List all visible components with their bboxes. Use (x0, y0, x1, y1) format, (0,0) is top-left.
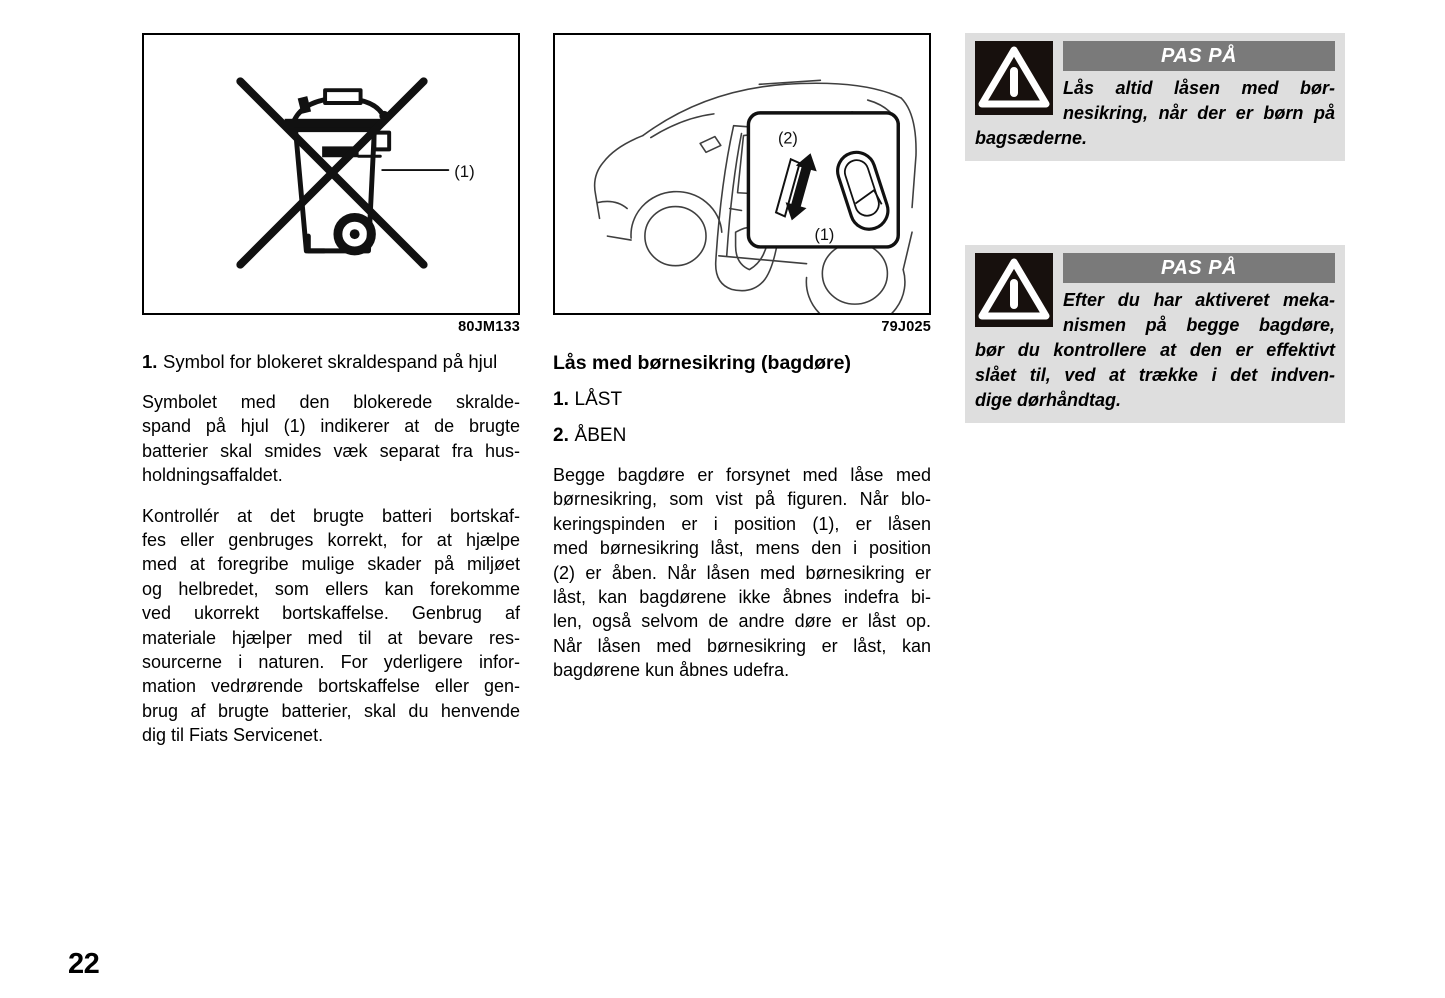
caption-text: Symbol for blokeret skraldespand på hjul (162, 351, 498, 372)
text-line: len, også selvom de andre døre er låst op. (553, 611, 931, 632)
text-line: batterier skal smides væk separat fra hus- (142, 440, 520, 461)
lock-item-1 (553, 388, 931, 412)
text-line: bagdørene kun åbnes udefra. (553, 660, 790, 681)
figure-callout-2: (2) (777, 129, 798, 148)
item-number: 2. (553, 425, 569, 446)
text-line: bør du kontrollere at den er effektivt (975, 340, 1335, 360)
text-line: Når låsen med børnesikring er låst, kan (553, 635, 931, 656)
warning-triangle-icon (975, 41, 1053, 115)
battery-disposal-figure-frame (142, 33, 520, 315)
warning-title: PAS PÅ (1063, 41, 1335, 71)
text-line: nismen på begge bagdøre, (1063, 315, 1335, 335)
text-line: Lås altid låsen med bør- (1063, 78, 1335, 98)
page-number: 22 (68, 948, 100, 980)
section-heading: Lås med børnesikring (bagdøre) (553, 352, 851, 374)
text-line: låst, kan bagdørene ikke åbnes indefra bi- (553, 587, 931, 608)
text-line: (2) er åben. Når låsen med børnesikring er (553, 562, 931, 583)
text-line: og helbredet, som ellers kan forekomme (142, 578, 520, 599)
item-number: 1. (553, 389, 569, 410)
child-lock-paragraph (553, 463, 931, 683)
left-column (142, 33, 520, 748)
item-text: ÅBEN (574, 425, 627, 446)
text-line: med at foregribe mulige skader på miljøet (142, 554, 520, 575)
item-text: LÅST (574, 389, 623, 410)
right-column (965, 33, 1345, 423)
battery-paragraph-1 (142, 390, 520, 488)
text-line: keringspinden er i position (1), er låsen (553, 513, 931, 534)
crossed-out-wheeled-bin-icon (144, 35, 518, 313)
text-line: materiale hjælper med til at bevare res- (142, 627, 520, 648)
text-line: sourcerne i naturen. For yderligere infor- (142, 652, 520, 673)
warning-triangle-icon (975, 253, 1053, 327)
figure-caption (142, 350, 520, 374)
figure-code: 79J025 (881, 319, 931, 335)
battery-paragraph-2 (142, 504, 520, 748)
caption-number: 1. (142, 351, 158, 372)
text-line: slået til, ved at trække i det indven- (975, 365, 1335, 385)
middle-column (553, 33, 931, 683)
lock-item-2 (553, 424, 931, 448)
text-line: nesikring, når der er børn på (1063, 103, 1335, 123)
text-line: dige dørhåndtag. (975, 390, 1121, 410)
car-child-lock-figure (555, 35, 929, 313)
text-line: Kontrollér at det brugte batteri bortskaf- (142, 505, 520, 526)
warning-box-2 (965, 245, 1345, 423)
text-line: mation vedrørende bortskaffelse eller gen- (142, 676, 520, 697)
text-line: børnesikring, som vist på figuren. Når blo- (553, 489, 931, 510)
figure-code: 80JM133 (458, 319, 520, 335)
figure-callout-1: (1) (454, 161, 475, 181)
text-line: dig til Fiats Servicenet. (142, 725, 324, 746)
text-line: brug af brugte batterier, skal du henvende (142, 700, 520, 721)
text-line: spand på hjul (1) indikerer at de brugte (142, 416, 520, 437)
text-line: holdningsaffaldet. (142, 465, 283, 486)
warning-box-1 (965, 33, 1345, 161)
figure-callout-1: (1) (814, 226, 835, 245)
text-line: fes eller genbruges korrekt, for at hjælpe (142, 530, 520, 551)
text-line: Symbolet med den blokerede skralde- (142, 392, 520, 412)
text-line: med børnesikring låst, mens den i position (553, 538, 931, 559)
text-line: Efter du har aktiveret meka- (1063, 290, 1335, 310)
child-lock-figure-frame (553, 33, 931, 315)
text-line: bagsæderne. (975, 128, 1088, 148)
warning-title: PAS PÅ (1063, 253, 1335, 283)
text-line: Begge bagdøre er forsynet med låse med (553, 465, 931, 485)
text-line: ved ukorrekt bortskaffelse. Genbrug af (142, 603, 520, 624)
